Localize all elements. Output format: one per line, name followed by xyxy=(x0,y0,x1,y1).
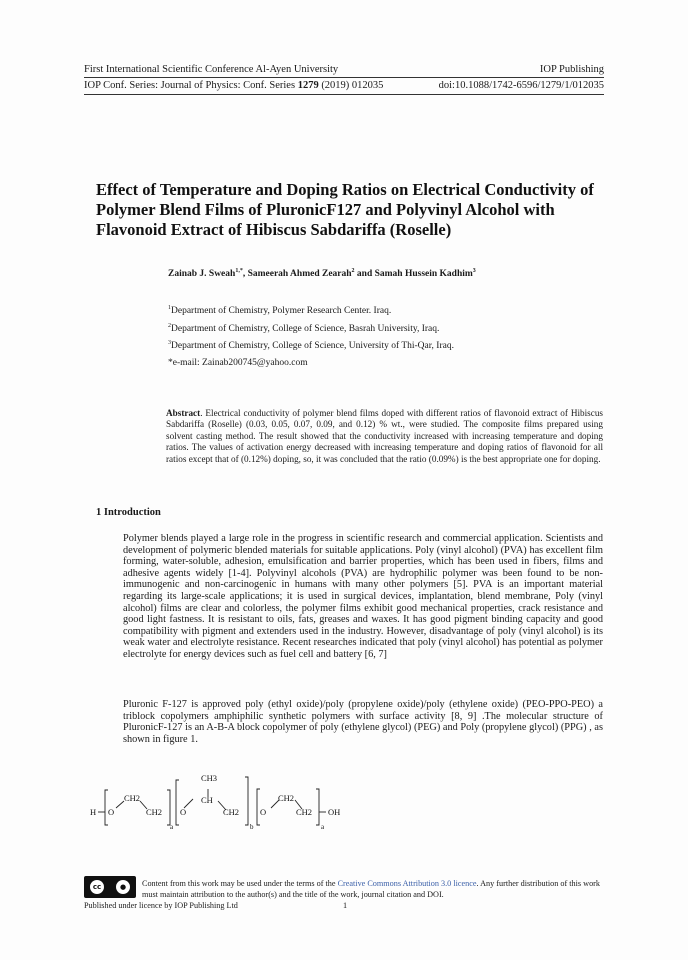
abstract xyxy=(166,408,603,465)
by-icon: ● xyxy=(116,880,130,894)
intro-paragraph-2: Pluronic F-127 is approved poly (ethyl oxide)/poly (propylene oxide)/poly (ethylene oxide) (PEO-PPO-PEO) a triblock copolymers amphiphilic synthetic polymers with surface activity [8, 9] .The molecular structure of PluronicF-127 is an A-B-A block copolymer of poly (ethylene glycol) (PEG) and Poly (propylene glycol) (PPG) , as shown in figure 1. xyxy=(123,699,603,745)
section-heading: 1 Introduction xyxy=(96,507,161,518)
formula-o1: O xyxy=(108,807,115,817)
license-link[interactable]: Creative Commons Attribution 3.0 licence xyxy=(337,879,477,888)
publisher-name: IOP Publishing xyxy=(539,64,604,75)
doi: doi:10.1088/1742-6596/1279/1/012035 xyxy=(438,80,604,91)
paper-title: Effect of Temperature and Doping Ratios on Electrical Conductivity of Polymer Blend Films of PluronicF127 and Polyvinyl Alcohol with Flavonoid Extract of Hibiscus Sabdariffa (Roselle) xyxy=(96,180,594,239)
running-header-bottom xyxy=(84,80,604,91)
formula-sub-a2: a xyxy=(321,823,325,831)
license-text: Content from this work may be used under the terms of the Creative Commons Attribution 3.0 licence. Any further distribution of this work must maintain attribution to the author(s) and the title of the work, journal citation and DOI. xyxy=(142,879,600,899)
header-rule-bottom xyxy=(84,94,604,95)
pluronic-structure-figure xyxy=(88,765,358,835)
affiliation-3: $^3$Department of Chemistry, College of Science, University of Thi-Qar, Iraq. xyxy=(168,340,454,352)
formula-ch2-d: CH2 xyxy=(278,793,295,803)
header-rule-top xyxy=(84,77,604,78)
abstract-text: . Electrical conductivity of polymer blend films doped with different ratios of flavonoid extract of Hibiscus Sabdariffa (Roselle) (0.03, 0.05, 0.07, 0.09, and 0.12) % wt., were studied. The composite films prepared using solvent casting method. The result showed that the conductivity increased with increasing temperature and doping ratios. The values of activation energy decreased with increasing temperature and doping ratios of flavonoid for all ratios except that of (0.12%) doping, so, it was concluded that the ratio (0.09%) is the best appropriate one for doping. xyxy=(166,408,603,464)
formula-o2: O xyxy=(260,807,267,817)
formula-oh: OH xyxy=(328,807,341,817)
formula-ch: CH xyxy=(201,795,213,805)
publisher-line: Published under licence by IOP Publishing Ltd xyxy=(84,901,238,910)
formula-sub-b: b xyxy=(250,823,254,831)
affiliation-2: $^2$Department of Chemistry, College of Science, Basrah University, Iraq. xyxy=(168,323,440,335)
formula-h: H xyxy=(90,807,97,817)
formula-ch2-c: CH2 xyxy=(223,807,240,817)
formula-ch2-b: CH2 xyxy=(146,807,163,817)
conference-name: First International Scientific Conference Al-Ayen University xyxy=(84,64,339,75)
page-number: 1 xyxy=(343,901,348,910)
formula-sub-a1: a xyxy=(170,823,174,831)
author-list: Zainab J. Sweah$^{1,*}$, Sameerah Ahmed Zearah$^2$ and Samah Hussein Kadhim$^3$ xyxy=(168,268,476,280)
creative-commons-badge[interactable] xyxy=(84,876,136,898)
formula-ch3: CH3 xyxy=(201,773,218,783)
cc-icon: cc xyxy=(90,880,104,894)
volume-number: 1279 xyxy=(297,80,319,91)
affiliation-1: $^1$Department of Chemistry, Polymer Research Center. Iraq. xyxy=(168,305,392,317)
running-header-top xyxy=(84,64,604,75)
formula-ch2-e: CH2 xyxy=(296,807,313,817)
formula-o-b: O xyxy=(180,807,187,817)
corresponding-email: *e-mail: Zainab200745@yahoo.com xyxy=(168,358,308,368)
formula-ch2-a: CH2 xyxy=(124,793,141,803)
abstract-label: Abstract xyxy=(166,408,201,418)
journal-series: IOP Conf. Series: Journal of Physics: Conf. Series 1279 (2019) 012035 xyxy=(84,80,384,91)
intro-paragraph-1: Polymer blends played a large role in the progress in scientific research and commercial application. Scientists and development of polymeric blended materials for suitable applications. Poly (vinyl alcohol) (PVA) has excellent film forming, water-soluble, adhesion, emulsification and barrier properties, which has been used in fibers, films and adhesive agents widely [1-4]. Polyvinyl alcohols (PVA) are hydrophilic polymer was been found to be non-immunogenic and non-carcinogenic in humans with many other polymers [5]. PVA is an important material regarding its large-scale applications; it is used in surgical devices, implantation, blend membrane, Poly (vinyl alcohol) films are clear and colorless, the polymer films exhibit good mechanical properties, crack resistance and good light fastness. It is resistant to oils, fats, greases and waxes. It has good pigment binding capacity and good compatibility with pigment and extenders used in the industry. However, disadvantage of poly (vinyl alcohol) is its weak water and electrolyte resistance. Recent researches indicated that poly (vinyl alcohol) has potential as polymer electrolyte for energy devices such as fuel cell and battery [6, 7] xyxy=(123,533,603,660)
